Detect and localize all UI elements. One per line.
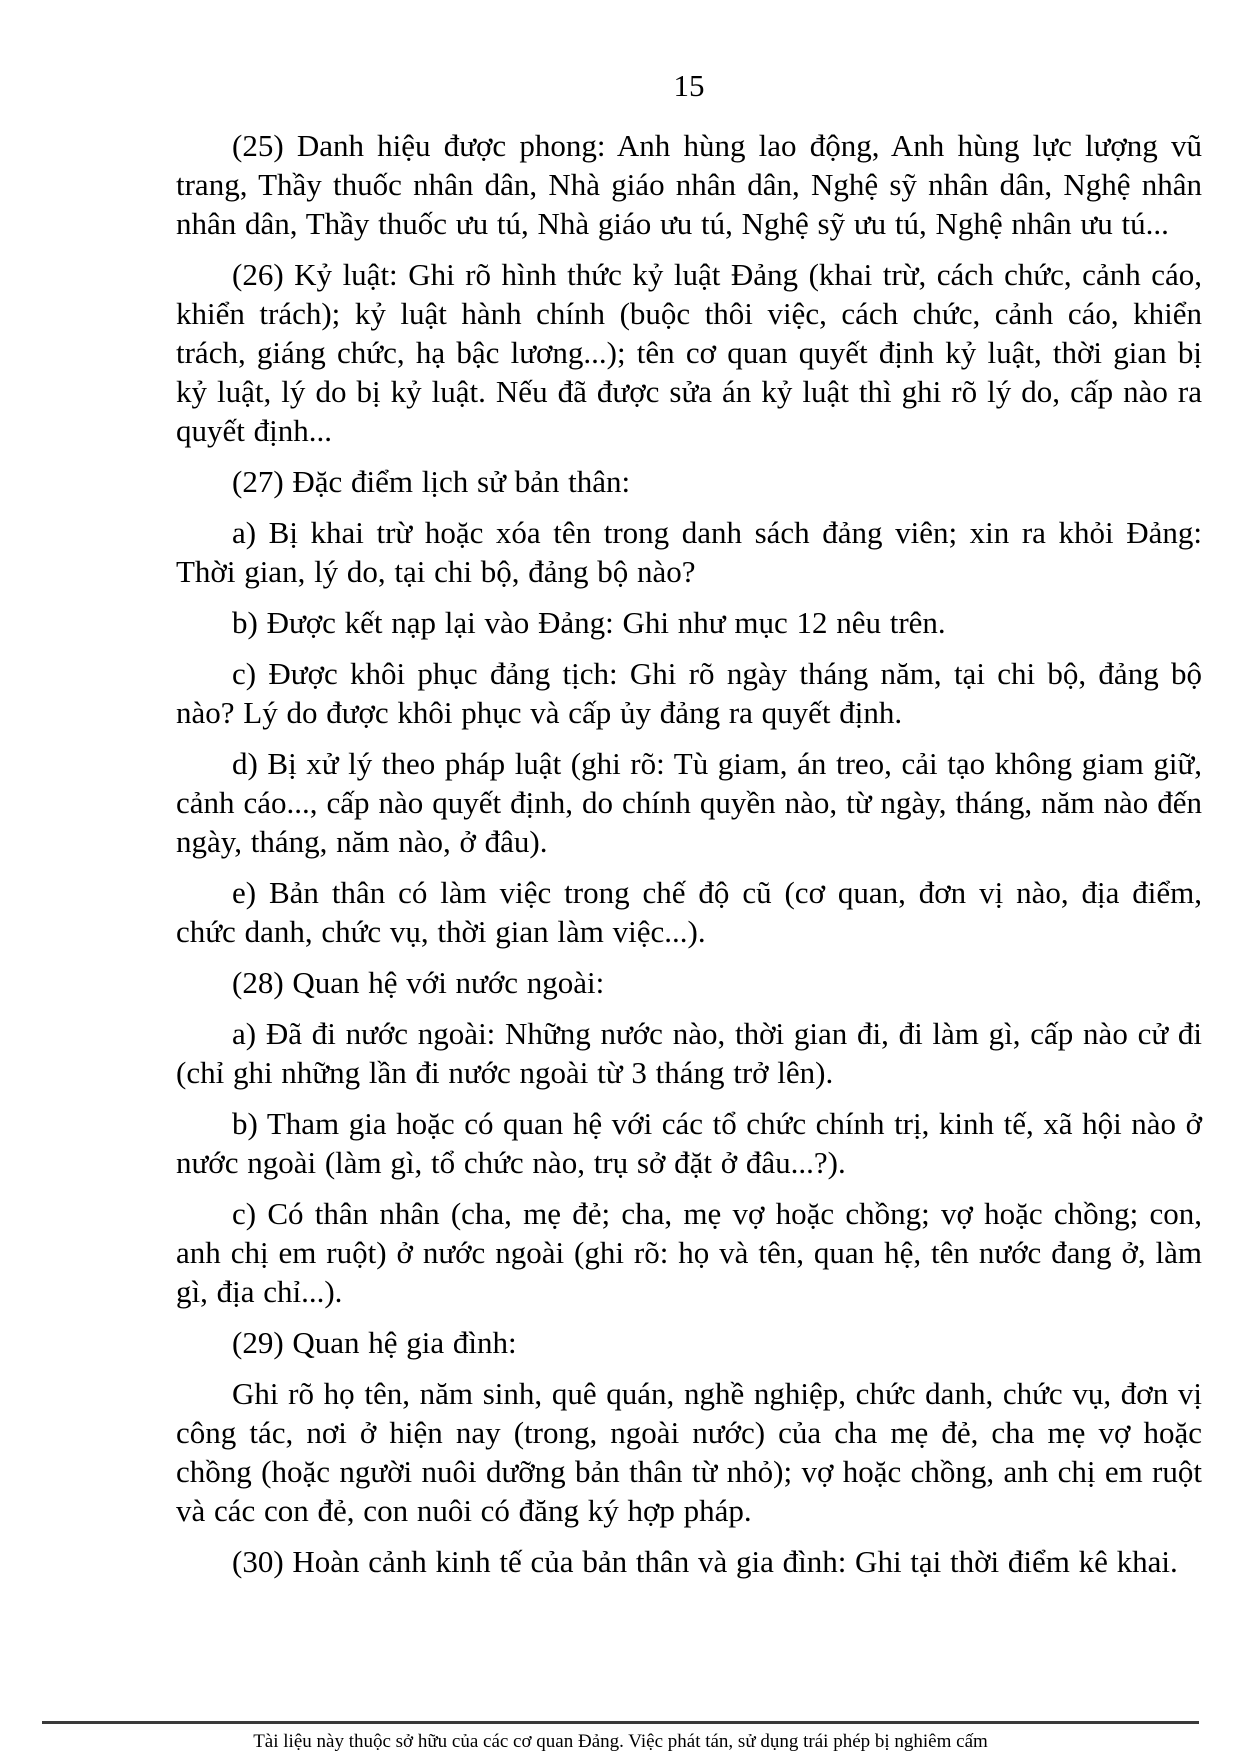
paragraph-26-ky-luat: (26) Kỷ luật: Ghi rõ hình thức kỷ luật Đảng (khai trừ, cách chức, cảnh cáo, khiển trách); kỷ luật hành chính (buộc thôi việc, cách chức, cảnh cáo, khiển trách, giáng chức, hạ bậc lương...); tên cơ quan quyết định kỷ luật, thời gian bị kỷ luật, lý do bị kỷ luật. Nếu đã được sửa án kỷ luật thì ghi rõ lý do, cấp nào ra quyết định...: [176, 257, 1202, 448]
item-28b: b) Tham gia hoặc có quan hệ với các tổ chức chính trị, kinh tế, xã hội nào ở nước ngoài (làm gì, tổ chức nào, trụ sở đặt ở đâu...?).: [176, 1106, 1202, 1180]
item-27b: b) Được kết nạp lại vào Đảng: Ghi như mục 12 nêu trên.: [232, 605, 946, 640]
document-body: [176, 126, 1202, 1593]
item-27a: a) Bị khai trừ hoặc xóa tên trong danh sách đảng viên; xin ra khỏi Đảng: Thời gian, lý do, tại chi bộ, đảng bộ nào?: [176, 515, 1202, 589]
item-27e: e) Bản thân có làm việc trong chế độ cũ (cơ quan, đơn vị nào, địa điểm, chức danh, chức vụ, thời gian làm việc...).: [176, 875, 1202, 949]
paragraph-30-hoan-canh-kinh-te: (30) Hoàn cảnh kinh tế của bản thân và gia đình: Ghi tại thời điểm kê khai.: [232, 1544, 1178, 1579]
footer-ownership-notice: Tài liệu này thuộc sở hữu của các cơ quan Đảng. Việc phát tán, sử dụng trái phép bị nghiêm cấm: [253, 1731, 988, 1752]
paragraph-28-quan-he-nuoc-ngoai: (28) Quan hệ với nước ngoài:: [232, 965, 605, 1000]
item-28c: c) Có thân nhân (cha, mẹ đẻ; cha, mẹ vợ hoặc chồng; vợ hoặc chồng; con, anh chị em ruột) ở nước ngoài (ghi rõ: họ và tên, quan hệ, tên nước đang ở, làm gì, địa chỉ...).: [176, 1196, 1202, 1309]
footer-divider: [42, 1721, 1199, 1724]
item-27c: c) Được khôi phục đảng tịch: Ghi rõ ngày tháng năm, tại chi bộ, đảng bộ nào? Lý do được khôi phục và cấp ủy đảng ra quyết định.: [176, 656, 1202, 730]
paragraph-29-detail: Ghi rõ họ tên, năm sinh, quê quán, nghề nghiệp, chức danh, chức vụ, đơn vị công tác, nơi ở hiện nay (trong, ngoài nước) của cha mẹ đẻ, cha mẹ vợ hoặc chồng (hoặc người nuôi dưỡng bản thân từ nhỏ); vợ hoặc chồng, anh chị em ruột và các con đẻ, con nuôi có đăng ký hợp pháp.: [176, 1376, 1202, 1528]
item-27d: d) Bị xử lý theo pháp luật (ghi rõ: Tù giam, án treo, cải tạo không giam giữ, cảnh cáo..., cấp nào quyết định, do chính quyền nào, từ ngày, tháng, năm nào đến ngày, tháng, năm nào, ở đâu).: [176, 746, 1202, 859]
page-number: 15: [673, 68, 705, 103]
paragraph-29-quan-he-gia-dinh: (29) Quan hệ gia đình:: [232, 1325, 517, 1360]
paragraph-27-dac-diem-lich-su: (27) Đặc điểm lịch sử bản thân:: [232, 464, 631, 499]
paragraph-25-danh-hieu: (25) Danh hiệu được phong: Anh hùng lao động, Anh hùng lực lượng vũ trang, Thầy thuốc nhân dân, Nhà giáo nhân dân, Nghệ sỹ nhân dân, Nghệ nhân nhân dân, Thầy thuốc ưu tú, Nhà giáo ưu tú, Nghệ sỹ ưu tú, Nghệ nhân ưu tú...: [176, 128, 1202, 241]
item-28a: a) Đã đi nước ngoài: Những nước nào, thời gian đi, đi làm gì, cấp nào cử đi (chỉ ghi những lần đi nước ngoài từ 3 tháng trở lên).: [176, 1016, 1202, 1090]
